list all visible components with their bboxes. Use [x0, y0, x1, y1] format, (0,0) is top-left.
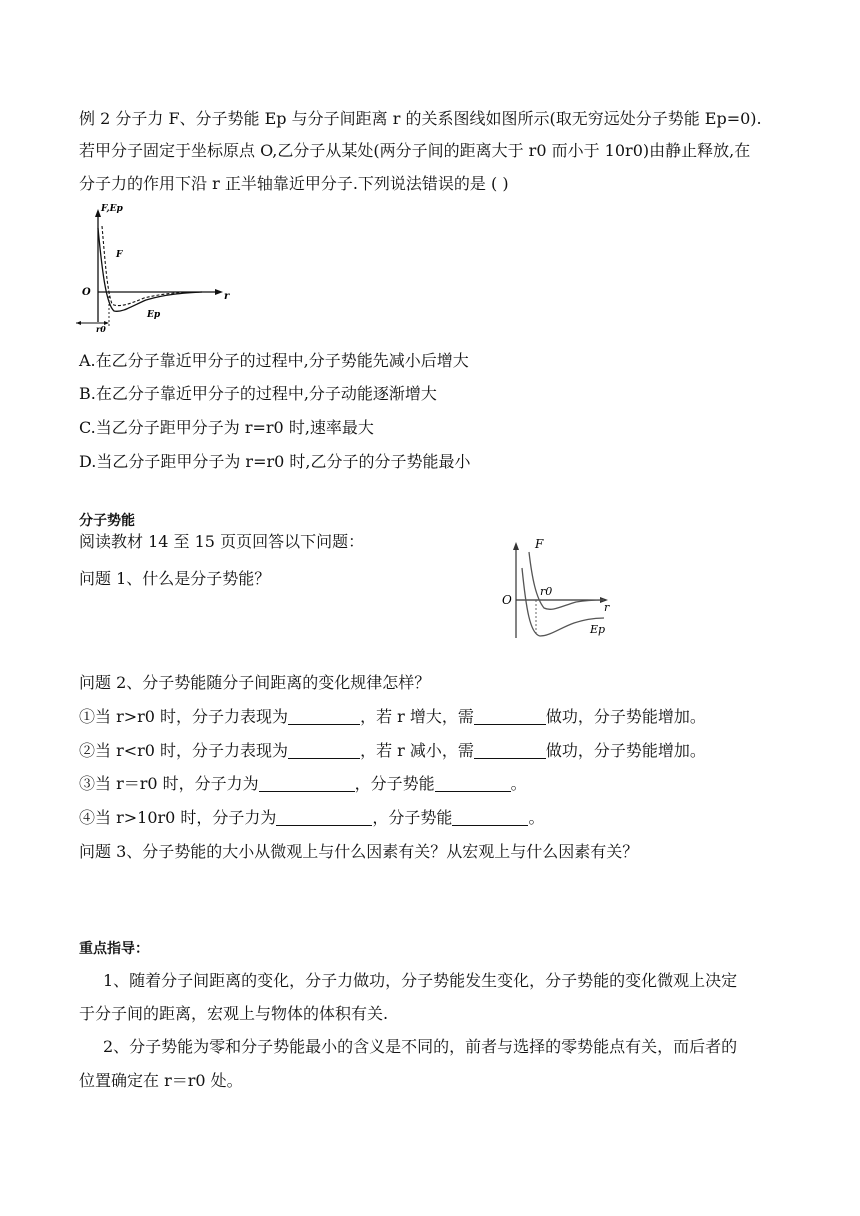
guidance-point-2-line-2: 位置确定在 r＝r0 处。 [79, 1071, 243, 1090]
example-line-2: 若甲分子固定于坐标原点 O,乙分子从某处(两分子间的距离大于 r0 而小于 10r0)由静止释放,在 [79, 141, 751, 160]
example-line-1: 例 2 分子力 F、分子势能 Ep 与分子间距离 r 的关系图线如图所示(取无穷远处分子势能 Ep=0). [79, 109, 762, 128]
guidance-heading: 重点指导： [79, 941, 149, 957]
fill-item-2-text-a: ②当 r<r0 时，分子力表现为 [79, 741, 289, 760]
force-curve [102, 226, 204, 306]
fill-item-2-text-b: ，若 r 减小，需 [360, 741, 474, 760]
r0-arrowtail [76, 321, 81, 325]
fill-item-2 [79, 740, 706, 762]
answer-blank[interactable] [474, 742, 546, 759]
answer-blank[interactable] [435, 775, 511, 792]
answer-blank[interactable] [288, 708, 360, 725]
fill-item-4-text-b: ，分子势能 [372, 808, 453, 827]
answer-blank[interactable] [474, 708, 546, 725]
force-curve [529, 552, 604, 609]
y-axis-arrow [513, 542, 519, 550]
fill-item-4-text-a: ④当 r>10r0 时，分子力为 [79, 808, 277, 827]
origin-label: O [502, 593, 512, 607]
fill-item-3 [79, 773, 527, 795]
option-b: B.在乙分子靠近甲分子的过程中,分子动能逐渐增大 [79, 384, 437, 403]
question-3: 问题 3、分子势能的大小从微观上与什么因素有关？从宏观上与什么因素有关？ [79, 842, 639, 861]
ep-curve-label: Ep [147, 310, 161, 320]
r0-label: r0 [540, 585, 553, 598]
reading-instruction: 阅读教材 14 至 15 页页回答以下问题： [79, 532, 365, 551]
fill-item-2-text-c: 做功，分子势能增加。 [545, 741, 706, 760]
fill-item-3-text-b: ，分子势能 [354, 774, 435, 793]
fill-item-3-text-c: 。 [510, 774, 527, 793]
section-heading: 分子势能 [79, 513, 135, 529]
force-potential-graph-2 [500, 538, 616, 642]
fill-item-3-text-a: ③当 r＝r0 时，分子力为 [79, 774, 259, 793]
origin-label: O [82, 287, 91, 298]
fill-item-1-text-c: 做功，分子势能增加。 [545, 707, 706, 726]
option-a: A.在乙分子靠近甲分子的过程中,分子势能先减小后增大 [79, 351, 469, 370]
fill-item-1-text-a: ①当 r>r0 时，分子力表现为 [79, 707, 289, 726]
x-axis-arrow [215, 289, 223, 295]
guidance-point-1-line-2: 于分子间的距离，宏观上与物体的体积有关. [79, 1004, 389, 1023]
y-axis-label: F [535, 538, 544, 551]
question-2: 问题 2、分子势能随分子间距离的变化规律怎样？ [79, 673, 431, 692]
fill-item-1-text-b: ，若 r 增大，需 [360, 707, 474, 726]
option-c: C.当乙分子距甲分子为 r=r0 时,速率最大 [79, 418, 374, 437]
x-axis-label: r [604, 601, 610, 614]
answer-blank[interactable] [276, 809, 372, 826]
y-axis-label: F,Ep [101, 204, 123, 214]
r0-label: r0 [96, 324, 106, 334]
example-line-3: 分子力的作用下沿 r 正半轴靠近甲分子.下列说法错误的是 ( ) [79, 174, 509, 193]
x-axis-label: r [224, 291, 230, 302]
answer-blank[interactable] [452, 809, 528, 826]
answer-blank[interactable] [288, 742, 360, 759]
force-potential-graph-1 [74, 200, 234, 334]
fill-item-4 [79, 807, 544, 829]
guidance-point-2-line-1: 2、分子势能为零和分子势能最小的含义是不同的，前者与选择的零势能点有关，而后者的 [103, 1037, 738, 1056]
ep-curve-label: Ep [590, 623, 606, 636]
option-d: D.当乙分子距甲分子为 r=r0 时,乙分子的分子势能最小 [79, 452, 471, 471]
answer-blank[interactable] [259, 775, 355, 792]
fill-item-1 [79, 706, 706, 728]
fill-item-4-text-c: 。 [528, 808, 545, 827]
question-1: 问题 1、什么是分子势能？ [79, 569, 271, 588]
f-curve-label: F [116, 250, 123, 260]
guidance-point-1-line-1: 1、随着分子间距离的变化，分子力做功，分子势能发生变化，分子势能的变化微观上决定 [103, 971, 738, 990]
potential-curve [98, 228, 202, 311]
